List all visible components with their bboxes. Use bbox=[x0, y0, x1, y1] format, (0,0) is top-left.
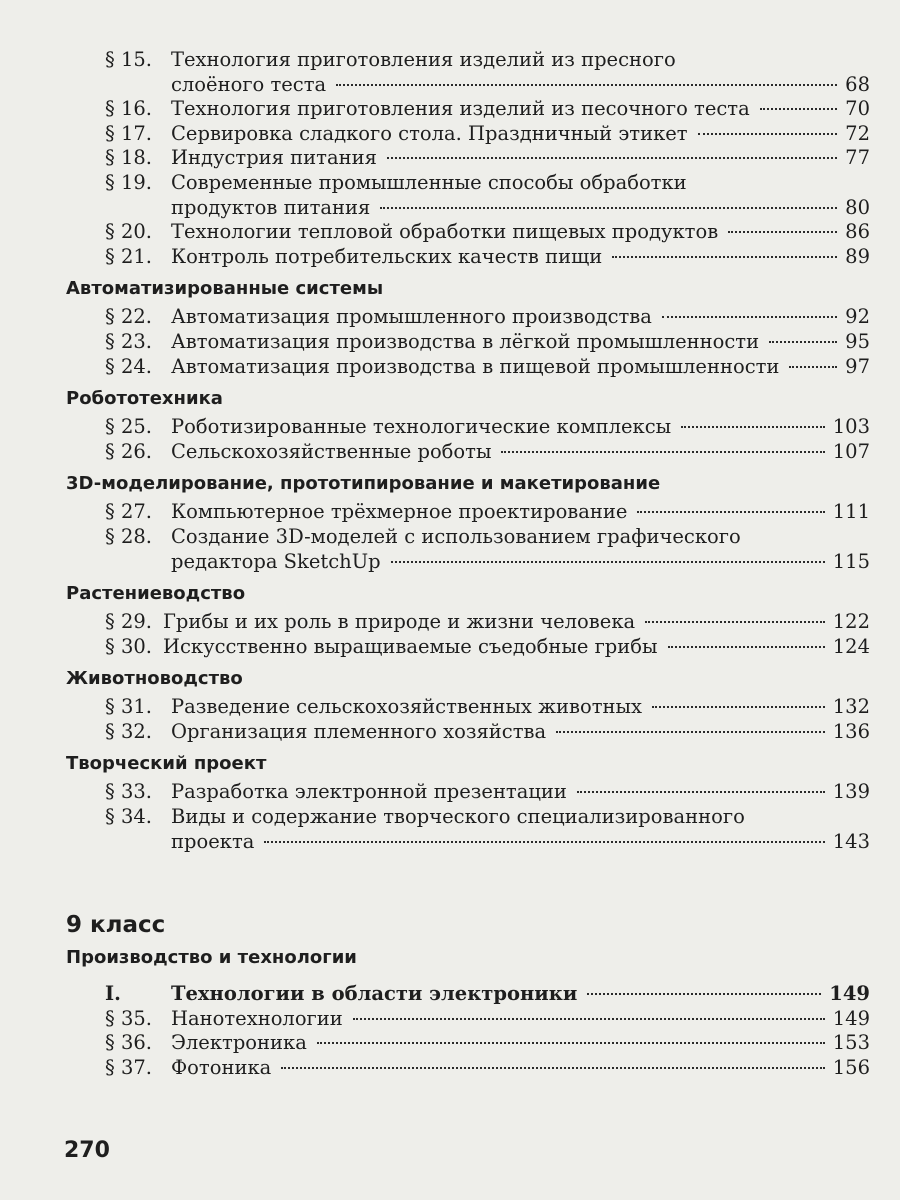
toc-entry-continuation bbox=[105, 73, 870, 98]
section-heading: Автоматизированные системы bbox=[66, 278, 384, 300]
entry-title: Создание 3D-моделей с использованием графического bbox=[171, 524, 741, 548]
toc-entry bbox=[105, 355, 870, 380]
entry-page-number: 72 bbox=[845, 121, 870, 145]
entry-page-number: 86 bbox=[845, 220, 870, 244]
toc-entry bbox=[105, 1007, 870, 1032]
entry-title: Контроль потребительских качеств пищи bbox=[171, 244, 603, 268]
toc-entry bbox=[105, 805, 870, 854]
entry-title: Фотоника bbox=[171, 1056, 272, 1080]
entry-title: Технологии в области электроники bbox=[171, 982, 578, 1006]
section-number: § 25. bbox=[105, 415, 152, 439]
dot-leader bbox=[769, 341, 837, 343]
entry-title: Электроника bbox=[171, 1031, 307, 1055]
toc-entry bbox=[105, 720, 870, 745]
toc-entry-row bbox=[105, 525, 870, 550]
dot-leader bbox=[281, 1067, 825, 1069]
entry-title: редактора SketchUp bbox=[171, 549, 381, 573]
dot-leader bbox=[317, 1042, 825, 1044]
toc-entry-continuation bbox=[105, 196, 870, 221]
entry-title: Современные промышленные способы обработки bbox=[171, 170, 687, 194]
entry-page-number: 136 bbox=[832, 719, 870, 743]
toc-entry-row bbox=[105, 1007, 870, 1032]
toc-entry-row bbox=[105, 245, 870, 270]
toc-entry bbox=[105, 220, 870, 245]
section-number: § 22. bbox=[105, 305, 152, 329]
toc-entry bbox=[105, 171, 870, 220]
entry-page-number: 153 bbox=[832, 1031, 870, 1055]
entry-title: Виды и содержание творческого специализированного bbox=[171, 805, 745, 829]
section-number: § 24. bbox=[105, 354, 152, 378]
toc-entry bbox=[105, 610, 870, 635]
toc-entry bbox=[105, 48, 870, 97]
entry-page-number: 124 bbox=[832, 634, 870, 658]
entry-title: Индустрия питания bbox=[171, 146, 377, 170]
section-number: § 18. bbox=[105, 146, 152, 170]
entry-title: Разработка электронной презентации bbox=[171, 780, 567, 804]
entry-page-number: 92 bbox=[845, 305, 870, 329]
dot-leader bbox=[789, 366, 837, 368]
dot-leader bbox=[336, 84, 837, 86]
toc-entry-row bbox=[105, 500, 870, 525]
entry-title: Организация племенного хозяйства bbox=[171, 719, 547, 743]
section-number: § 20. bbox=[105, 220, 152, 244]
table-of-contents bbox=[0, 48, 900, 1081]
entry-title: Сельскохозяйственные роботы bbox=[171, 439, 492, 463]
dot-leader bbox=[587, 993, 821, 995]
entry-title: Технологии тепловой обработки пищевых продуктов bbox=[171, 220, 719, 244]
entry-title: Технология приготовления изделий из песочного теста bbox=[171, 97, 750, 121]
toc-entry-row bbox=[105, 610, 870, 635]
entry-title: Автоматизация промышленного производства bbox=[171, 305, 652, 329]
dot-leader bbox=[662, 316, 837, 318]
toc-entry bbox=[105, 982, 870, 1007]
toc-entry-row bbox=[105, 805, 870, 830]
entry-page-number: 68 bbox=[845, 72, 870, 96]
toc-entry-row bbox=[105, 1031, 870, 1056]
toc-entry bbox=[105, 122, 870, 147]
toc-entry bbox=[105, 146, 870, 171]
section-number: § 23. bbox=[105, 329, 152, 353]
toc-entry-row bbox=[105, 440, 870, 465]
toc-entry bbox=[105, 305, 870, 330]
dot-leader bbox=[264, 841, 824, 843]
entry-title: Грибы и их роль в природе и жизни человека bbox=[163, 610, 636, 634]
toc-entry-row bbox=[105, 305, 870, 330]
dot-leader bbox=[652, 706, 825, 708]
section-heading: Животноводство bbox=[66, 668, 243, 690]
entry-page-number: 95 bbox=[845, 329, 870, 353]
section-number: § 29. bbox=[105, 610, 152, 634]
entry-page-number: 80 bbox=[845, 195, 870, 219]
toc-entry-continuation bbox=[105, 550, 870, 575]
entry-page-number: 132 bbox=[832, 695, 870, 719]
dot-leader bbox=[760, 108, 837, 110]
toc-entry-row bbox=[105, 146, 870, 171]
section-number: § 15. bbox=[105, 48, 152, 71]
dot-leader bbox=[637, 511, 824, 513]
dot-leader bbox=[728, 231, 837, 233]
entry-title: слоёного теста bbox=[171, 72, 327, 96]
entry-page-number: 122 bbox=[832, 610, 870, 634]
section-number: § 37. bbox=[105, 1056, 152, 1080]
entry-title: Нанотехнологии bbox=[171, 1006, 343, 1030]
dot-leader bbox=[353, 1018, 825, 1020]
entry-title: Автоматизация производства в пищевой промышленности bbox=[171, 354, 780, 378]
section-number: § 16. bbox=[105, 97, 152, 121]
entry-page-number: 139 bbox=[832, 780, 870, 804]
toc-entry-continuation bbox=[105, 830, 870, 855]
entry-page-number: 77 bbox=[845, 146, 870, 170]
toc-entry bbox=[105, 440, 870, 465]
toc-entry-row bbox=[105, 635, 870, 660]
section-number: § 19. bbox=[105, 170, 152, 194]
section-number: § 28. bbox=[105, 524, 152, 548]
toc-entry bbox=[105, 635, 870, 660]
toc-entry-row bbox=[105, 720, 870, 745]
entry-page-number: 149 bbox=[829, 982, 870, 1006]
section-number: § 35. bbox=[105, 1006, 152, 1030]
toc-entry bbox=[105, 500, 870, 525]
toc-entry-row bbox=[105, 330, 870, 355]
dot-leader bbox=[380, 207, 837, 209]
entry-title: Технология приготовления изделий из пресного bbox=[171, 48, 676, 71]
toc-entry-row bbox=[105, 122, 870, 147]
toc-entry-row bbox=[105, 220, 870, 245]
toc-entry bbox=[105, 1031, 870, 1056]
section-number: § 34. bbox=[105, 805, 152, 829]
entry-page-number: 70 bbox=[845, 97, 870, 121]
entry-title: Искусственно выращиваемые съедобные грибы bbox=[163, 634, 658, 658]
toc-entry bbox=[105, 695, 870, 720]
dot-leader bbox=[387, 157, 837, 159]
section-heading: Робототехника bbox=[66, 388, 223, 410]
entry-title: Роботизированные технологические комплексы bbox=[171, 415, 672, 439]
section-heading: Растениеводство bbox=[66, 583, 246, 605]
section-number: § 27. bbox=[105, 500, 152, 524]
toc-entry bbox=[105, 780, 870, 805]
toc-entry-row bbox=[105, 415, 870, 440]
section-number: I. bbox=[105, 982, 121, 1006]
entry-page-number: 143 bbox=[832, 829, 870, 853]
section-number: § 26. bbox=[105, 439, 152, 463]
toc-entry bbox=[105, 97, 870, 122]
grade-title: 9 класс bbox=[66, 912, 166, 939]
toc-entry-row bbox=[105, 97, 870, 122]
toc-entry bbox=[105, 245, 870, 270]
section-number: § 32. bbox=[105, 719, 152, 743]
section-heading: 3D-моделирование, прототипирование и макетирование bbox=[66, 473, 661, 495]
entry-page-number: 115 bbox=[832, 549, 870, 573]
section-number: § 31. bbox=[105, 695, 152, 719]
toc-entry-row bbox=[105, 780, 870, 805]
section-number: § 36. bbox=[105, 1031, 152, 1055]
entry-page-number: 107 bbox=[832, 439, 870, 463]
dot-leader bbox=[556, 731, 825, 733]
dot-leader bbox=[645, 621, 825, 623]
section-heading: Производство и технологии bbox=[66, 947, 357, 969]
toc-entry-row bbox=[105, 695, 870, 720]
entry-page-number: 111 bbox=[832, 500, 870, 524]
section-number: § 30. bbox=[105, 634, 152, 658]
dot-leader bbox=[577, 791, 825, 793]
toc-entry-row bbox=[105, 171, 870, 196]
section-number: § 17. bbox=[105, 121, 152, 145]
toc-entry-row bbox=[105, 48, 870, 73]
entry-title: Разведение сельскохозяйственных животных bbox=[171, 695, 643, 719]
toc-entry bbox=[105, 415, 870, 440]
dot-leader bbox=[612, 256, 837, 258]
section-number: § 33. bbox=[105, 780, 152, 804]
entry-page-number: 103 bbox=[832, 415, 870, 439]
section-number: § 21. bbox=[105, 244, 152, 268]
toc-entry bbox=[105, 330, 870, 355]
toc-entry-row bbox=[105, 982, 870, 1007]
entry-title: проекта bbox=[171, 829, 255, 853]
entry-title: Компьютерное трёхмерное проектирование bbox=[171, 500, 628, 524]
dot-leader bbox=[501, 451, 824, 453]
dot-leader bbox=[698, 133, 838, 135]
toc-entry bbox=[105, 1056, 870, 1081]
toc-entry-row bbox=[105, 1056, 870, 1081]
dot-leader bbox=[681, 426, 825, 428]
entry-page-number: 97 bbox=[845, 354, 870, 378]
entry-page-number: 156 bbox=[832, 1056, 870, 1080]
entry-title: продуктов питания bbox=[171, 195, 371, 219]
entry-title: Сервировка сладкого стола. Праздничный этикет bbox=[171, 121, 688, 145]
dot-leader bbox=[391, 561, 825, 563]
entry-page-number: 89 bbox=[845, 244, 870, 268]
entry-title: Автоматизация производства в лёгкой промышленности bbox=[171, 329, 760, 353]
section-heading: Творческий проект bbox=[66, 753, 267, 775]
dot-leader bbox=[668, 646, 825, 648]
entry-page-number: 149 bbox=[832, 1006, 870, 1030]
toc-entry bbox=[105, 525, 870, 574]
page-number: 270 bbox=[64, 1138, 110, 1163]
toc-entry-row bbox=[105, 355, 870, 380]
